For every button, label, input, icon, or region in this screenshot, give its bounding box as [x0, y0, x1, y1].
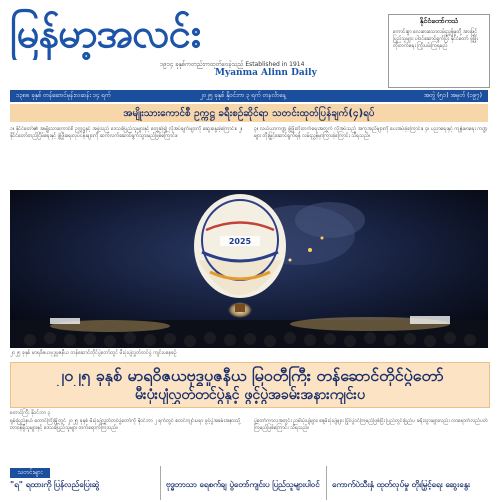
masthead-subtitle: ၁၉၁၄ ခုနှစ်ကတည်းကထုတ်ဝေခဲ့သည် Established in 1914 [160, 61, 305, 68]
headline-banner [10, 104, 488, 122]
main-headline-line-1: ၂၀၂၅ ခုနှစ် မာရဝိဇယဗုဒ္ဓပူဇနီယ မြဝတီကြီး တန်ဆောင်တိုင်ပွဲတော် [56, 366, 444, 385]
info-box [388, 14, 490, 88]
photo-caption: ၂၀၂၅ ခုနှစ် မာရဝိဇယဗုဒ္ဓပူဇနီယ တန်ဆောင်တိုင်ပွဲတော်တွင် မီးပုံးပျံလွှတ်တင်ပွဲ ကျင်းပနေစဉ် [10, 350, 177, 356]
masthead-english-name: Myanma Alinn Daily [215, 68, 317, 78]
bottom-headline-3: ကောက်ပဲသီးနှံ ထုတ်လုပ်မှု တိုးမြှင့်ရေး ဆွေးနွေး [332, 480, 470, 489]
info-box-body: ကောင်းစွာ လေးစားသောလမ်းညွှန်မှုတို့ အားဖြင့် ပြည်သူများ ပါဝင်ဆောင်ရွက်ပြီး နိုင်ငံတော် ဖွံ့ဖြိုးတိုးတက်ရေး ကြိုးပမ်းကြရမည် [393, 29, 478, 49]
section-tag: သတင်းများ [10, 468, 50, 478]
bottom-headline-1: "ရ" ရထားကို ပြန်လည်ပြေးဆွဲ [10, 480, 100, 489]
main-headline-line-2: မီးပုံးပျံလွှတ်တင်ပွဲနှင့် ဖွင့်ပွဲအခမ်းအနားကျင်းပ [135, 387, 365, 403]
bottom-headline-2: ဗုဒ္ဓဘာသာ ရေစက်ချ ပွဲတော်ကျင်းပ ပြည်သူများပါဝင် [166, 480, 320, 489]
banner-headline: အမျိုးသားကောင်စီ ဥက္ကဋ္ဌ ခရီးစဉ်ဆိုင်ရာ သတင်းထုတ်ပြန်ချက်(၄)ရပ် [123, 108, 375, 119]
date-myanmar: ၁၃၈၈ ခုနှစ် တန်ဆောင်မုန်းလဆန်း ၁၄ ရက် [16, 92, 111, 99]
issue-number: အတွဲ (၅၁) အမှတ် (၁၉၇) [423, 92, 482, 99]
column-divider [160, 466, 161, 500]
hot-air-balloon-photo [10, 190, 488, 348]
info-box-title: နိုင်ငံတော်ကသံ [419, 17, 459, 25]
story-column-2: ပွဲတော်ကာလအတွင်း ညမီးပုံးပျံများ၊ နေ့မီးပုံးပျံများ ပြိုင်ပွဲဝင်ကြမည်ဖြစ်ပြီး ပြည်တွင်းပြည်ပ ခရီးသွားများလည်း လာရောက်လည်ပတ်ကြမည်ဖြစ်ကြောင်း သိရသည်။ [254, 418, 488, 431]
article-column-2: ၃။ လယ်ယာကဏ္ဍ ဖွံ့ဖြိုးတိုးတက်ရေးအတွက် လိုအပ်သည့် အကူအညီများကို ပေးအပ်ခဲ့ကြောင်း။ ၄။ ပညာရေးနှင့် ကျန်းမာရေး ကဏ္ဍများ တိုးမြှင့်ဆောင်ရွက်ရန် လမ်းညွှန်မှာကြားခဲ့ကြောင်း သိရသည်။ [254, 126, 488, 139]
column-divider [326, 466, 327, 500]
date-bar [10, 90, 488, 102]
newspaper-title: မြန်မာ့အလင်း [10, 11, 201, 57]
masthead [10, 8, 317, 80]
balloon-year-label: 2025 [228, 237, 252, 246]
dateline: တောင်ကြီး နိုဝင်ဘာ ၃ [10, 410, 51, 416]
main-headline-box [10, 362, 490, 408]
story-column-1: ရှမ်းပြည်နယ် တောင်ကြီးမြို့တွင် ၂၀၂၅ ခုနှစ် မီးပုံးပျံလွှတ်တင်ပွဲတော်ကို နိုဝင်ဘာ ၂ ရက်တွင် စတင်ကျင်းပရာ ဖွင့်ပွဲအခမ်းအနားသို့ တာဝန်ရှိသူများနှင့် ဒေသခံပြည်သူများ တက်ရောက်ကြသည်။ [10, 418, 241, 431]
article-column-1: ၁။ နိုင်ငံတော်၏ အမျိုးသားကောင်စီ ဥက္ကဋ္ဌနှင့် အဖွဲ့သည် ဒေသခံပြည်သူများနှင့် တွေ့ဆုံ၍ လိုအပ်ချက်များကို ဆွေးနွေးခဲ့ကြောင်း။ ၂။ နိုင်ငံတော်တည်ငြိမ်ရေးနှင့် ဖွံ့ဖြိုးရေးလုပ်ငန်းများကို ဆက်လက်ဆောင်ရွက်သွားမည်ဖြစ်ကြောင်း။ [10, 126, 243, 139]
date-gregorian: ၂၀၂၅ ခုနှစ် နိုဝင်ဘာ ၃ ရက် တနင်္လာနေ့ [200, 92, 287, 99]
